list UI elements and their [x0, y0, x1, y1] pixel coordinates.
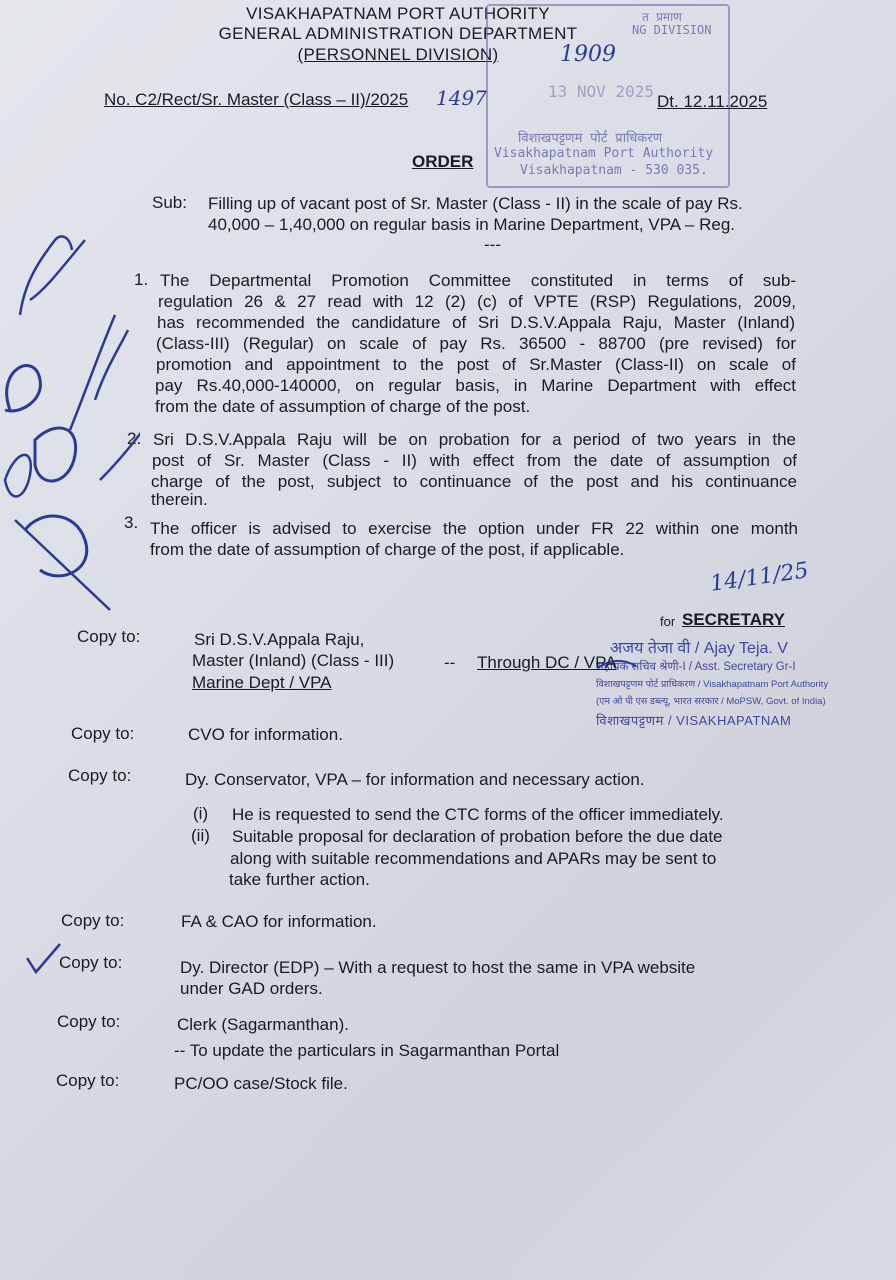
- copy-recipient: FA & CAO for information.: [181, 912, 377, 931]
- copy-label: Copy to:: [56, 1071, 120, 1090]
- stamp-hindi-name: विशाखपट्टणम पोर्ट प्राधिकरण: [518, 131, 663, 146]
- division-name: (PERSONNEL DIVISION): [297, 45, 499, 64]
- signature-for: for: [660, 614, 676, 629]
- copy-through: Through DC / VPA: [477, 653, 617, 672]
- seal-city: विशाखपट्टणम / VISAKHAPATNAM: [596, 713, 792, 728]
- seal-officer-name: अजय तेजा वी / Ajay Teja. V: [610, 640, 788, 657]
- paragraph-line: from the date of assumption of charge of the post, if applicable.: [150, 540, 625, 559]
- subject-label: Sub:: [152, 193, 187, 212]
- department-name: GENERAL ADMINISTRATION DEPARTMENT: [218, 24, 578, 43]
- copy-recipient: Master (Inland) (Class - III): [192, 651, 395, 670]
- paragraph-line: has recommended the candidature of Sri D.S.V.Appala Raju, Master (Inland): [157, 313, 795, 332]
- authority-name: VISAKHAPATNAM PORT AUTHORITY: [246, 4, 550, 23]
- seal-designation: सहायक सचिव श्रेणी-I / Asst. Secretary Gr-I: [596, 661, 796, 673]
- seal-ministry: (एम ओ पी एस डब्ल्यू, भारत सरकार / MoPSW, Govt. of India): [596, 696, 826, 707]
- stamp-division: NG DIVISION: [632, 23, 712, 37]
- stamp-hindi-top: त प्रमाण: [642, 10, 682, 24]
- order-date: Dt. 12.11.2025: [657, 92, 768, 111]
- stamp-received-date: 13 NOV 2025: [548, 82, 654, 101]
- paragraph-line: The officer is advised to exercise the option under FR 22 within one month: [150, 519, 798, 538]
- subitem-number: (ii): [191, 826, 210, 845]
- copy-recipient: Clerk (Sagarmanthan).: [177, 1015, 349, 1034]
- paragraph-line: (Class-III) (Regular) on scale of pay Rs. 36500 - 88700 (pre revised) for: [156, 334, 796, 353]
- subitem-line: along with suitable recommendations and APARs may be sent to: [230, 849, 717, 868]
- paragraph-line: pay Rs.40,000-140000, on regular basis, in Marine Department with effect: [155, 376, 796, 395]
- paragraph-line: therein.: [151, 490, 208, 509]
- copy-label: Copy to:: [68, 766, 132, 785]
- signature-initials: 14/11/25: [708, 558, 811, 597]
- copy-recipient: Marine Dept / VPA: [192, 673, 332, 692]
- paragraph-line: charge of the post, subject to continuance of the post and his continuance: [151, 472, 797, 491]
- copy-label: Copy to:: [61, 911, 125, 930]
- copy-label: Copy to:: [59, 953, 123, 972]
- subitem-line: Suitable proposal for declaration of probation before the due date: [232, 827, 723, 846]
- signature-designation: SECRETARY: [682, 610, 785, 629]
- paragraph-line: promotion and appointment to the post of Sr.Master (Class-II) on scale of: [156, 355, 796, 374]
- margin-handwriting: [0, 220, 140, 620]
- inward-number: 1909: [560, 42, 616, 67]
- paragraph-line: post of Sr. Master (Class - II) with effect from the date of assumption of: [152, 451, 797, 470]
- copy-recipient: PC/OO case/Stock file.: [174, 1074, 348, 1093]
- subject-line: 40,000 – 1,40,000 on regular basis in Marine Department, VPA – Reg.: [208, 215, 736, 234]
- paragraph-number: 3.: [124, 513, 139, 532]
- paragraph-line: The Departmental Promotion Committee constituted in terms of sub-: [160, 271, 796, 290]
- copy-dash: --: [444, 653, 456, 672]
- paragraph-number: 1.: [134, 270, 149, 289]
- paragraph-line: Sri D.S.V.Appala Raju will be on probation for a period of two years in the: [153, 430, 796, 449]
- subitem-line: He is requested to send the CTC forms of the officer immediately.: [232, 805, 724, 824]
- paragraph-number: 2.: [127, 429, 142, 448]
- seal-organisation: विशाखपट्टणम पोर्ट प्राधिकरण / Visakhapatnam Port Authority: [596, 679, 829, 690]
- stamp-english-name: Visakhapatnam Port Authority: [494, 146, 714, 161]
- copy-label: Copy to:: [77, 627, 141, 646]
- reference-number: No. C2/Rect/Sr. Master (Class – II)/2025: [104, 90, 409, 109]
- strike-mark: [596, 654, 638, 674]
- copy-recipient: CVO for information.: [188, 725, 343, 744]
- subject-line: Filling up of vacant post of Sr. Master (Class - II) in the scale of pay Rs.: [208, 194, 743, 213]
- copy-recipient: under GAD orders.: [180, 979, 323, 998]
- copy-recipient: -- To update the particulars in Sagarmanthan Portal: [174, 1041, 560, 1060]
- copy-label: Copy to:: [71, 724, 135, 743]
- copy-label: Copy to:: [57, 1012, 121, 1031]
- stamp-city: Visakhapatnam - 530 035.: [520, 163, 708, 178]
- handwritten-number: 1497: [436, 86, 487, 110]
- subitem-number: (i): [193, 804, 209, 823]
- page-title: ORDER: [412, 152, 474, 171]
- subject-separator: ---: [484, 235, 501, 254]
- subitem-line: take further action.: [229, 870, 370, 889]
- copy-recipient: Dy. Director (EDP) – With a request to host the same in VPA website: [180, 958, 696, 977]
- paragraph-line: from the date of assumption of charge of the post.: [155, 397, 531, 416]
- copy-recipient: Dy. Conservator, VPA – for information and necessary action.: [185, 770, 645, 789]
- checkmark-icon: [24, 940, 64, 976]
- copy-recipient: Sri D.S.V.Appala Raju,: [194, 630, 365, 649]
- paragraph-line: regulation 26 & 27 read with 12 (2) (c) of VPTE (RSP) Regulations, 2009,: [158, 292, 796, 311]
